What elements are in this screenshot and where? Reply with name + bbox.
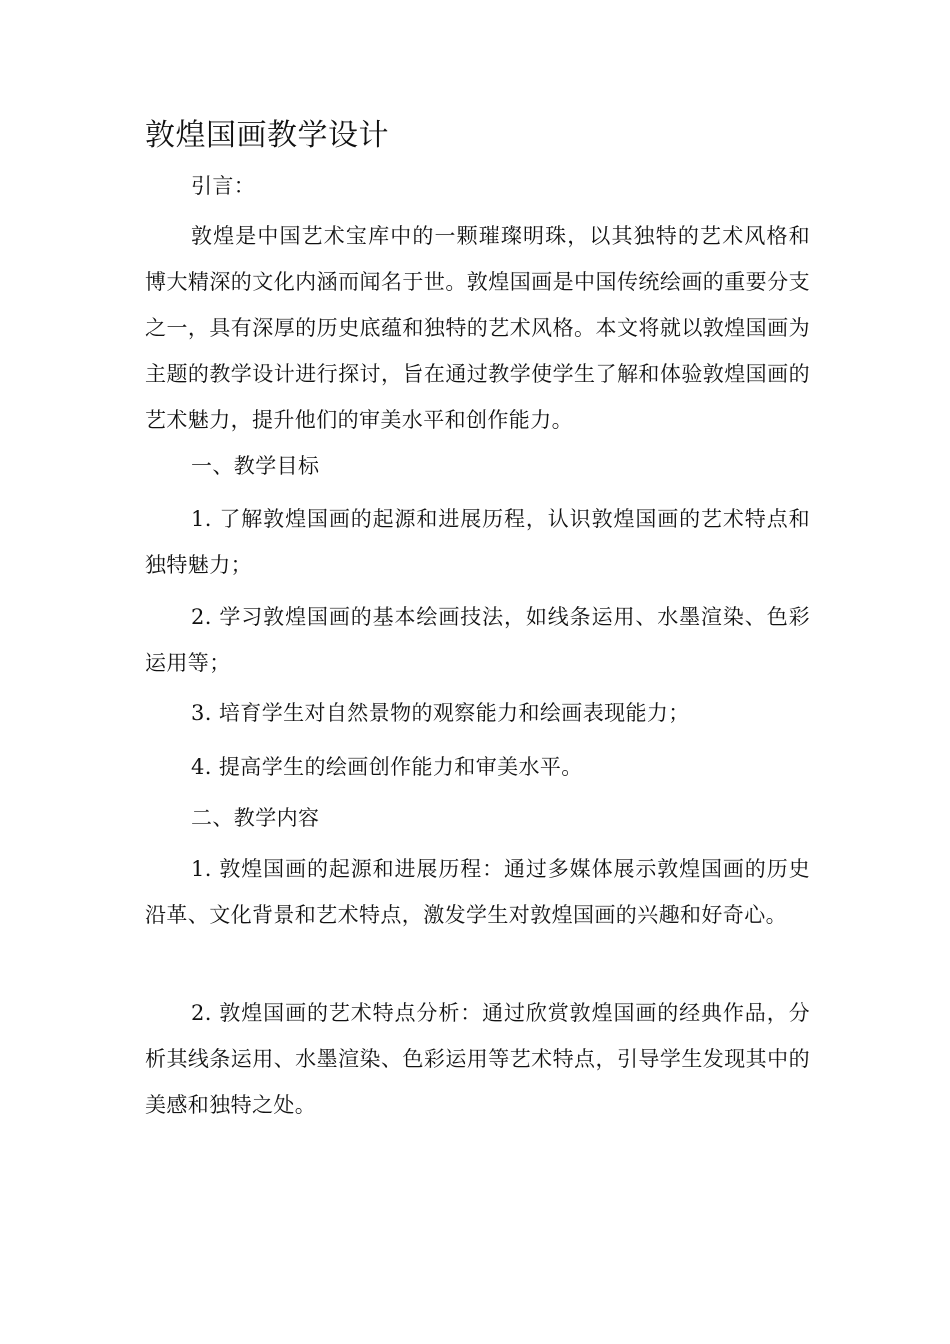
goal-item-2: 2. 学习敦煌国画的基本绘画技法，如线条运用、水墨渲染、色彩运用等； [145, 605, 810, 675]
document-title: 敦煌国画教学设计 [145, 118, 389, 153]
paragraph-intro-body: 敦煌是中国艺术宝库中的一颗璀璨明珠，以其独特的艺术风格和博大精深的文化内涵而闻名于世。敦煌国画是中国传统绘画的重要分支之一，具有深厚的历史底蕴和独特的艺术风格。本文将就以敦煌国画为主题的教学设计进行探讨，旨在通过教学使学生了解和体验敦煌国画的艺术魅力，提升他们的审美水平和创作能力。 [145, 224, 810, 432]
goal-item-4: 4. 提高学生的绘画创作能力和审美水平。 [191, 755, 583, 779]
goal-item-1: 1. 了解敦煌国画的起源和进展历程，认识敦煌国画的艺术特点和独特魅力； [145, 507, 810, 577]
content-item-2: 2. 敦煌国画的艺术特点分析：通过欣赏敦煌国画的经典作品，分析其线条运用、水墨渲染、色彩运用等艺术特点，引导学生发现其中的美感和独特之处。 [145, 1001, 810, 1117]
section-heading-teaching-goals: 一、教学目标 [191, 454, 320, 478]
goal-item-3: 3. 培育学生对自然景物的观察能力和绘画表现能力； [191, 701, 690, 725]
paragraph-intro-heading: 引言： [191, 174, 256, 198]
section-heading-teaching-content: 二、教学内容 [191, 806, 320, 830]
content-item-1: 1. 敦煌国画的起源和进展历程：通过多媒体展示敦煌国画的历史沿革、文化背景和艺术特点，激发学生对敦煌国画的兴趣和好奇心。 [145, 857, 810, 927]
